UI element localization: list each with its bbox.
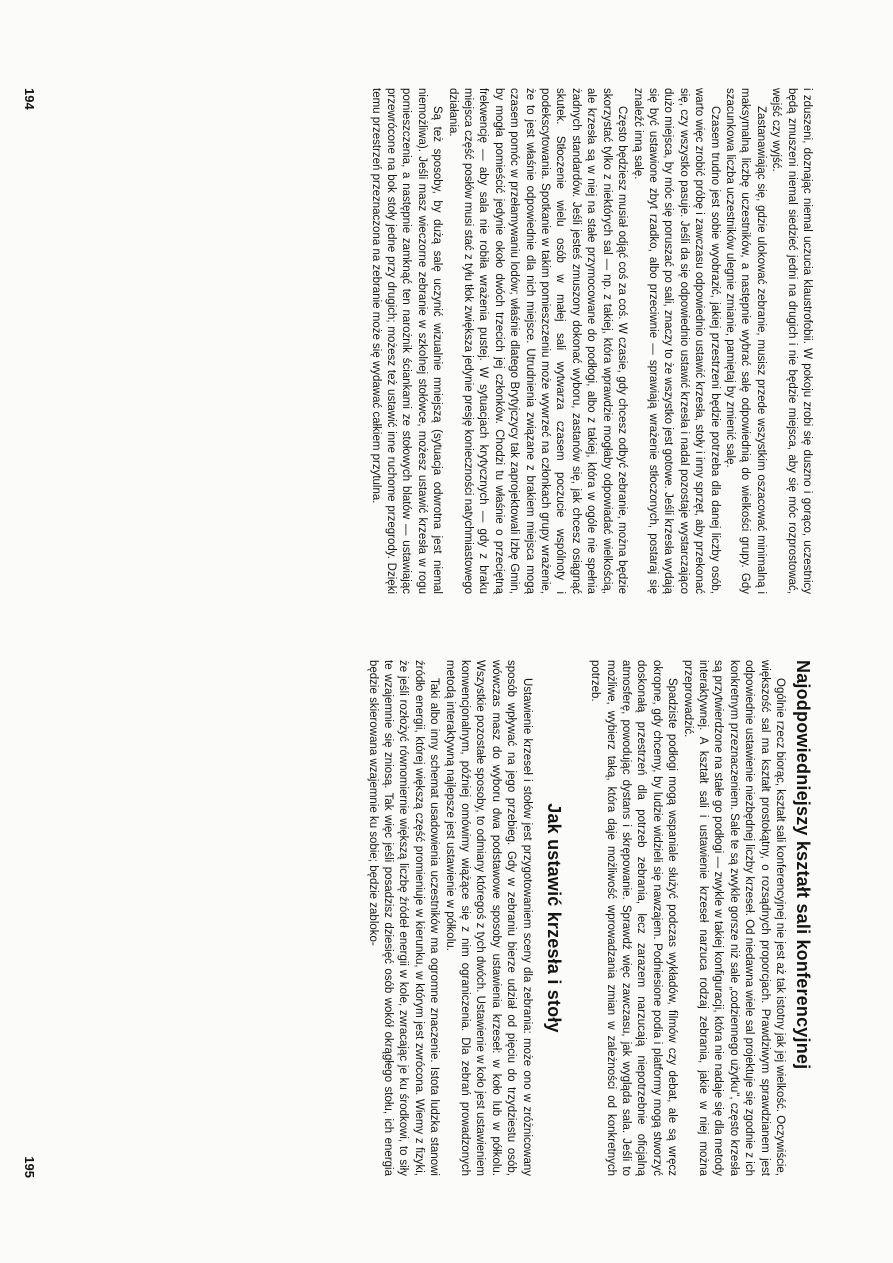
left-paragraph-1: i zduszeni, doznając niemal uczucia klaustrofobii. W pokoju zrobi się duszno i gorąco, uczestnicy będą zmuszeni niemal siedzieć jedni na drugich i nie będzie miejsca, aby się móc rozprostować, wejść czy wyjść. — [770, 88, 813, 594]
right-page — [0, 632, 893, 1263]
right-paragraph-3: Ustawienie krzeseł i stołów jest przygotowaniem sceny dla zebrania: może ono w zróżnicowany sposób wpływać na jego przebieg. Gdy w zebraniu bierze udział od pięciu do trzydziestu osób, wówczas masz do wyboru dwa podstawowe sposoby ustawienia krzeseł: w koło lub w półkolu. Wszystkie pozostałe sposoby, to odmiany któregoś z tych dwóch. Ustawienie w koło jest ustawieniem konwencjonalnym, później omówimy wiążące się z nim ograniczenia. Dla zebrań prowadzonych metodą interaktywną najlepsze jest ustawienie w półkolu. — [443, 660, 533, 1176]
section-heading: Najodpowiedniejszy kształt sali konferencyjnej — [793, 660, 813, 1070]
right-paragraph-1: Ogólnie rzecz biorąc, kształt sali konferencyjnej nie jest aż tak istotny jak jej wielkość. Oczywiście, większość sal ma kształt prostokątny, o rozsądnych proporcjach. Prawdziwym sprawdzianem jest odpowiednie ustawienie niezbędnej liczby krzeseł. Od niedawna wiele sal projektuje się zgodnie z ich konkretnym przeznaczeniem. Sale te są zwykle gorsze niż sale „codziennego użytku", często krzesła są przytwierdzone na stałe go podłogi — zwykle w takiej konfiguracji, która nie nadaje się dla metody interaktywnej. A kształt sali i ustawienie krzeseł narzuca rodzaj zebrania, jakie w niej można przeprowadzić. — [681, 660, 786, 1176]
left-page-text — [58, 88, 814, 594]
left-paragraph-2: Zastanawiając się, gdzie ulokować zebranie, musisz przede wszystkim oszacować minimalną i maksymalną liczbę uczestników, a następnie wybrać salę odpowiednią do wielkości grupy. Gdy szacunkowa liczba uczestników ulegnie zmianie, pamiętaj by zmienić salę. — [723, 88, 767, 594]
right-paragraph-4: Taki albo inny schemat usadowienia uczestników ma ogromne znaczenie. Istota ludzka stanowi źródło energii, której większą część promieniuje w kierunku, w którym jest zwrócona. Wiemy z fizyki, że jeśli rozłożyć równomiernie większą liczbę źródeł energii w kole, zwracając je ku środkowi, to siły te wzajemnie się zniosą. Tak więc jeśli posadzisz dziesięć osób wokół okrągłego stołu, ich energia będzie skierowana wzajemnie ku sobie; będzie zabloko- — [366, 660, 441, 1176]
right-paragraph-2: Spadziste podłogi mogą wspaniale służyć podczas wykładów, filmów czy debat, ale są wręcz okropne, gdy chcemy, by ludzie widzieli się nawzajem. Podniesione podia i platformy mogą stworzyć doskonałą przestrzeń dla potrzeb zebrania, lecz zarazem narzucają niepotrzebnie oficjalną atmosferę, powodując dystans i skrępowanie. Sprawdź więc zawczasu, jak wygląda sala. Jeśli to możliwe, wybierz taką, która daje możliwość wprowadzania zmian w zależności od konkretnych potrzeb. — [589, 660, 679, 1176]
left-paragraph-3: Czasem trudno jest sobie wyobrazić, jakiej przestrzeni będzie potrzeba dla danej liczby osób, warto więc zrobić próbę i zawczasu odpowiednio ustawić krzesła, stoły i inny sprzęt, aby przekonać się, czy wszystko pasuje. Jeśli da się odpowiednio ustawić krzesła i nadal pozostaje wystarczająco dużo miejsca, by móc się poruszać po sali, znaczy to że wszystko jest gotowe. Jeśli krzesła wydają się być ustawione zbyt rzadko, albo przeciwnie — sprawiają wrażenie stłoczonych, postaraj się znaleźć inną salę. — [631, 88, 721, 594]
left-paragraph-5: Są też sposoby, by dużą salę uczynić wizualnie mniejszą (sytuacja odwrotna jest niemal niemożliwa). Jeśli masz wieczorne zebranie w szkolnej stołówce, możesz ustawić krzesła w rogu pomieszczenia, a następnie zamknąć ten narożnik ściankami ze stołowych blatów — ustawiając przewrócone na bok stoły jedne przy drugich; możesz też ustawić inne ruchome przegrody. Dzięki temu przestrzeń przeznaczona na zebranie może się wydawać całkiem przytulna. — [369, 88, 444, 594]
left-page-number: 194 — [22, 88, 37, 110]
subsection-heading: Jak ustawić krzesła i stoły — [543, 803, 564, 1033]
left-paragraph-4: Często będziesz musiał odjąć coś za coś. W czasie, gdy chcesz odbyć zebranie, można będzie skorzystać tylko z niektórych sal — np. z takiej, która wprawdzie mogłaby odpowiadać wielkością, ale krzesła są w niej na stałe przymocowane do podłogi, albo z takiej, która w ogóle nie spełnia żadnych standardów. Jeśli jesteś zmuszony dokonać wyboru, zastanów się, jak chcesz osiągnąć skutek. Stłoczenie wielu osób w małej sali wytwarza czasem poczucie wspólnoty i podekscytowania. Spotkanie w takim pomieszczeniu może wywrzeć na członkach grupy wrażenie, że to jest właśnie odpowiednie dla nich miejsce. Utrudnienia związane z brakiem miejsca mogą czasem pomóc w przełamywaniu lodów; właśnie dlatego Brytyjczycy tak zaprojektowali Izbę Gmin, by mogła pomieścić jedynie około dwóch trzecich jej członków. Chodzi tu właśnie o przeciętną frekwencję — aby sala nie robiła wrażenia pustej. W sytuacjach krytycznych — gdy z braku miejsca część posłów musi stać z tyłu tłok zwiększa jedynie presję konieczności natychmiastowego działania. — [446, 88, 629, 594]
right-page-text — [58, 660, 814, 1176]
right-page-number: 195 — [22, 1156, 37, 1178]
